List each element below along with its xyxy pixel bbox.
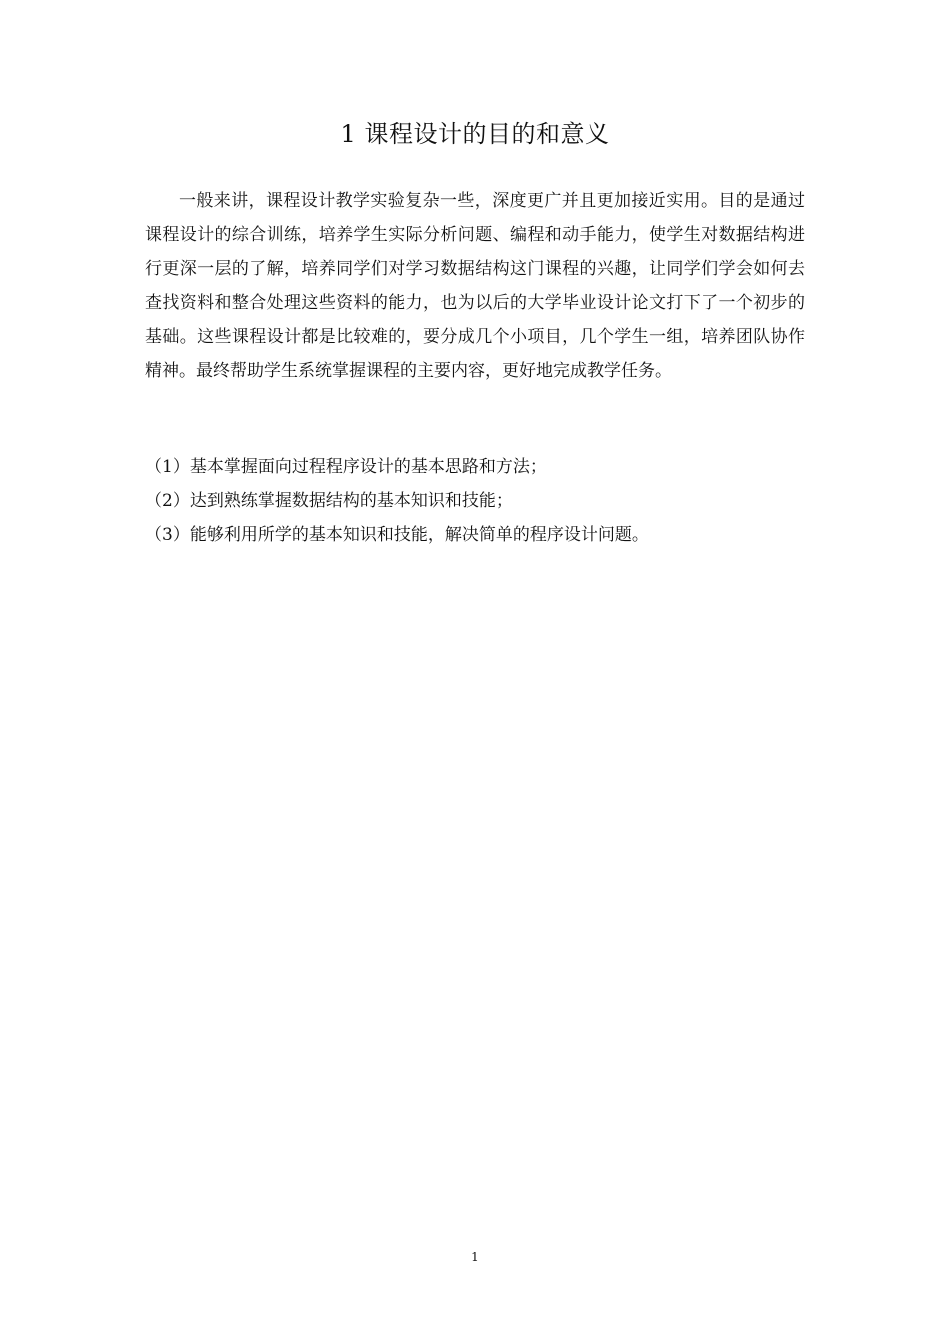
section-heading: 1 课程设计的目的和意义 <box>340 120 610 148</box>
objective-item-2: （2）达到熟练掌握数据结构的基本知识和技能； <box>145 491 513 511</box>
intro-paragraph: 一般来讲，课程设计教学实验复杂一些，深度更广并且更加接近实用。目的是通过课程设计的综合训练，培养学生实际分析问题、编程和动手能力，使学生对数据结构进行更深一层的了解，培养同学们对学习数据结构这门课程的兴趣，让同学们学会如何去查找资料和整合处理这些资料的能力，也为以后的大学毕业设计论文打下了一个初步的基础。这些课程设计都是比较难的，要分成几个小项目，几个学生一组，培养团队协作精神。最终帮助学生系统掌握课程的主要内容，更好地完成教学任务。 <box>145 191 805 381</box>
objectives-list <box>145 450 805 552</box>
objective-item-1: （1）基本掌握面向过程程序设计的基本思路和方法； <box>145 457 547 477</box>
objective-item-3: （3）能够利用所学的基本知识和技能，解决简单的程序设计问题。 <box>145 525 649 545</box>
page-number: 1 <box>471 1250 479 1264</box>
